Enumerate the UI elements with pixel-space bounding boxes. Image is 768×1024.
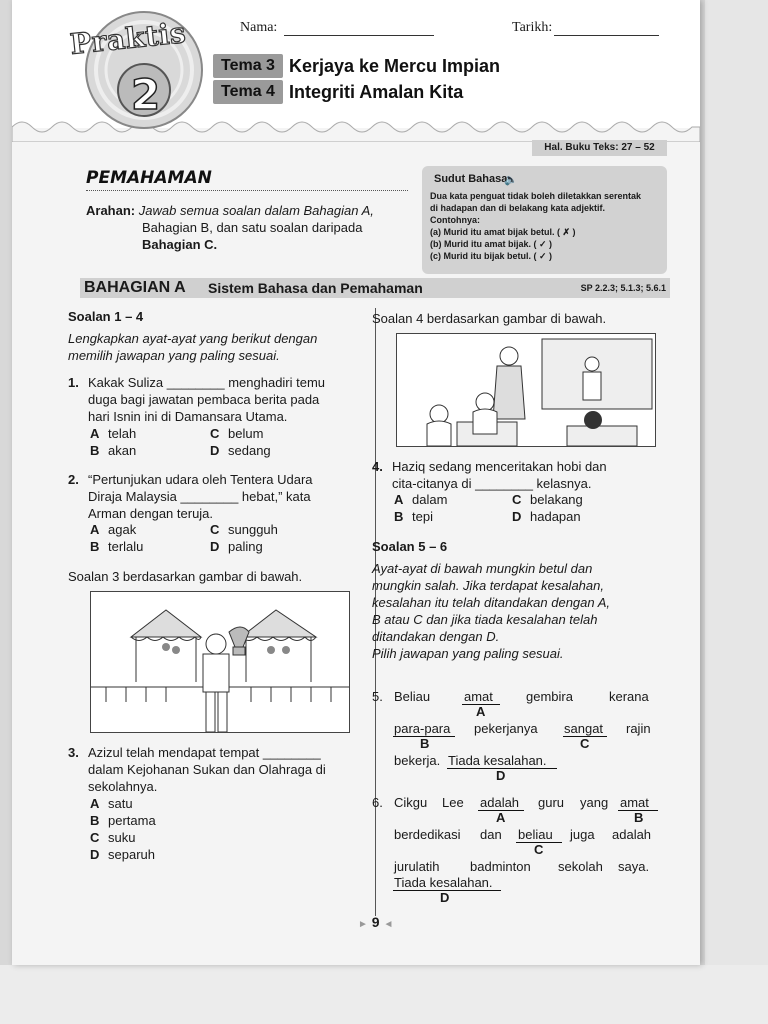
q2-option-a-text: agak <box>108 522 137 537</box>
q6-word-7: berdedikasi <box>394 827 461 842</box>
q5-word-6: pekerjanya <box>474 721 538 736</box>
q1-text <box>88 374 325 425</box>
q1-option-a-text: telah <box>108 426 137 441</box>
arahan-line-1: Jawab semua soalan dalam Bahagian A, <box>138 203 374 218</box>
q3-option-c[interactable]: C suku <box>90 830 136 845</box>
q4-line-2: cita-citanya di ________ kelasnya. <box>392 476 592 491</box>
q2-line-1: “Pertunjukan udara oleh Tentera Udara <box>88 472 313 487</box>
arahan-line-3: Bahagian C. <box>142 237 218 252</box>
tarikh-label: Tarikh: <box>512 20 553 35</box>
arahan-line-2: Bahagian B, dan satu soalan daripada <box>142 220 363 235</box>
tema-3-title: Kerjaya ke Mercu Impian <box>288 55 501 76</box>
page-number <box>358 914 393 930</box>
section-title: PEMAHAMAN <box>86 168 212 188</box>
left-instr-1: Lengkapkan ayat-ayat yang berikut dengan <box>68 331 318 346</box>
q2-option-b[interactable]: B terlalu <box>90 539 144 554</box>
q1-option-c-text: belum <box>228 426 264 441</box>
q5-word-5: para-para <box>394 721 451 736</box>
q5-word-1: Beliau <box>394 689 431 704</box>
q3-number: 3. <box>68 745 79 760</box>
right-instr-6: Pilih jawapan yang paling sesuai. <box>372 646 564 661</box>
q4-option-a-text: dalam <box>412 492 448 507</box>
sudut-line-1: Dua kata penguat tidak boleh diletakkan serentak <box>430 191 642 201</box>
q6-word-12: jurulatih <box>394 859 440 874</box>
section-underline <box>86 190 408 191</box>
classroom-illustration <box>396 333 656 447</box>
soalan-1-4-heading: Soalan 1 – 4 <box>68 309 144 324</box>
q1-line-2: duga bagi jawatan pembaca berita pada <box>88 392 320 407</box>
q3-line-1: Azizul telah mendapat tempat ________ <box>88 745 321 760</box>
q6-word-1: Cikgu <box>394 795 428 810</box>
soalan-5-6-heading: Soalan 5 – 6 <box>372 539 448 554</box>
q5-word-8: rajin <box>626 721 651 736</box>
bahagian-a-banner <box>80 278 670 298</box>
q5-number: 5. <box>372 689 383 704</box>
q5-word-9: bekerja. <box>394 753 441 768</box>
q3-option-a[interactable]: A satu <box>90 796 133 811</box>
q3-option-d[interactable]: D separuh <box>90 847 155 862</box>
sudut-line-3: Contohnya: <box>430 215 480 225</box>
q4-option-d-text: hadapan <box>530 509 581 524</box>
tarikh-field[interactable] <box>554 35 659 36</box>
q5-label-b: B <box>420 736 430 751</box>
question-3 <box>68 744 363 804</box>
q1-option-d[interactable]: D sedang <box>210 443 271 458</box>
background-right <box>705 0 768 1024</box>
q4-option-c[interactable]: C belakang <box>512 492 583 507</box>
q4-option-a[interactable]: A dalam <box>394 492 448 507</box>
right-instr-1: Ayat-ayat di bawah mungkin betul dan <box>372 561 593 576</box>
arahan-label: Arahan: <box>86 203 136 218</box>
q6-label-c: C <box>534 842 544 857</box>
q3-option-d-text: separuh <box>108 847 155 862</box>
q5-label-c: C <box>580 736 590 751</box>
q4-text <box>392 458 607 492</box>
bahagian-label: BAHAGIAN A <box>84 279 186 296</box>
q4-option-c-text: belakang <box>530 492 583 507</box>
background-bottom <box>0 965 768 1024</box>
q1-line-3: hari Isnin ini di Damansara Utama. <box>88 409 288 424</box>
q6-label-a: A <box>496 810 506 825</box>
nama-field[interactable] <box>284 35 434 36</box>
q1-option-a[interactable]: A telah <box>90 426 137 441</box>
q3-text <box>88 744 326 795</box>
q5-label-d: D <box>496 768 506 783</box>
q5-word-4: kerana <box>609 689 649 704</box>
q6-word-3: adalah <box>480 795 520 810</box>
bahagian-title: Sistem Bahasa dan Pemahaman <box>208 280 423 296</box>
praktis-number: 2 <box>131 70 161 119</box>
praktis-label: Praktis <box>68 16 188 61</box>
page-arrow-right-icon: ◄ <box>383 919 394 930</box>
q2-option-c-text: sungguh <box>228 522 278 537</box>
q3-option-a-text: satu <box>108 796 133 811</box>
sudut-ex-b: (b) Murid itu amat bijak. ( ✓ ) <box>430 239 553 249</box>
soalan-3-text: Soalan 3 berdasarkan gambar di bawah. <box>68 569 303 584</box>
right-instr-5: ditandakan dengan D. <box>372 629 500 644</box>
q4-option-b-text: tepi <box>412 509 433 524</box>
q3-option-c-text: suku <box>108 830 136 845</box>
page-arrow-left-icon: ► <box>358 919 368 930</box>
q3-option-b[interactable]: B pertama <box>90 813 156 828</box>
sudut-ex-a: (a) Murid itu amat bijak betul. ( ✗ ) <box>430 227 576 237</box>
q6-label-d: D <box>440 890 450 905</box>
q6-word-6: amat <box>620 795 649 810</box>
q6-word-8: dan <box>480 827 502 842</box>
sudut-ex-c: (c) Murid itu bijak betul. ( ✓ ) <box>430 251 553 261</box>
q3-line-3: sekolahnya. <box>88 779 158 794</box>
q5-word-7: sangat <box>564 721 604 736</box>
hal-buku-teks: Hal. Buku Teks: 27 – 52 <box>532 140 667 156</box>
q6-word-13: badminton <box>470 859 531 874</box>
q6-word-4: guru <box>538 795 565 810</box>
left-instr-2: memilih jawapan yang paling sesuai. <box>68 348 280 363</box>
q6-word-16: Tiada kesalahan. <box>394 875 493 890</box>
right-instructions <box>372 560 666 662</box>
right-instr-3: kesalahan itu telah ditandakan dengan A, <box>372 595 611 610</box>
q2-option-d[interactable]: D paling <box>210 539 263 554</box>
q5-label-a: A <box>476 704 486 719</box>
q4-option-b[interactable]: B tepi <box>394 509 433 524</box>
sudut-bahasa-box <box>422 166 667 274</box>
left-instructions <box>68 330 358 364</box>
q6-word-14: sekolah <box>558 859 603 874</box>
tema-4 <box>213 80 463 104</box>
nama-label: Nama: <box>240 20 278 35</box>
right-instr-4: B atau C dan jika tiada kesalahan telah <box>372 612 598 627</box>
soalan-4-text: Soalan 4 berdasarkan gambar di bawah. <box>372 311 607 326</box>
q3-option-b-text: pertama <box>108 813 156 828</box>
q2-line-2: Diraja Malaysia ________ hebat,” kata <box>88 489 311 504</box>
tema-4-tag: Tema 4 <box>213 80 283 104</box>
q3-line-2: dalam Kejohanan Sukan dan Olahraga di <box>88 762 326 777</box>
q1-option-b[interactable]: B akan <box>90 443 137 458</box>
q6-word-2: Lee <box>442 795 464 810</box>
q6-label-b: B <box>634 810 644 825</box>
soalan-4-heading <box>372 310 606 327</box>
worksheet-page <box>12 0 700 965</box>
q4-option-d[interactable]: D hadapan <box>512 509 581 524</box>
page-number-text: 9 <box>371 914 380 930</box>
q2-option-a[interactable]: A agak <box>90 522 137 537</box>
sudut-line-2: di hadapan dan di belakang kata adjektif. <box>430 203 606 213</box>
q2-option-b-text: terlalu <box>108 539 144 554</box>
q1-option-d-text: sedang <box>228 443 271 458</box>
q2-text <box>88 471 313 522</box>
q6-word-5: yang <box>580 795 609 810</box>
sudut-bahasa-title: Sudut Bahasa <box>434 173 508 185</box>
q1-number: 1. <box>68 375 79 390</box>
speaker-icon: 🔈 <box>504 174 518 186</box>
q4-line-1: Haziq sedang menceritakan hobi dan <box>392 459 607 474</box>
q6-word-9: beliau <box>518 827 553 842</box>
tema-3-tag: Tema 3 <box>213 54 283 78</box>
q1-option-b-text: akan <box>108 443 137 458</box>
q5-word-3: gembira <box>526 689 573 704</box>
bahagian-sp: SP 2.2.3; 5.1.3; 5.6.1 <box>580 283 666 293</box>
q6-number: 6. <box>372 795 383 810</box>
sports-day-illustration <box>90 591 350 733</box>
q5-word-2: amat <box>464 689 493 704</box>
tema-4-title: Integriti Amalan Kita <box>288 81 464 102</box>
arahan <box>86 202 406 253</box>
q6-word-11: adalah <box>612 827 652 842</box>
tema-3 <box>213 54 500 78</box>
q2-line-3: Arman dengan teruja. <box>88 506 214 521</box>
q1-option-c[interactable]: C belum <box>210 426 264 441</box>
q2-option-d-text: paling <box>228 539 263 554</box>
q6-word-10: juga <box>570 827 595 842</box>
sudut-bahasa-body <box>430 190 662 262</box>
q1-line-1: Kakak Suliza ________ menghadiri temu <box>88 375 326 390</box>
q5-word-10: Tiada kesalahan. <box>448 753 547 768</box>
q4-number: 4. <box>372 459 383 474</box>
q2-option-c[interactable]: C sungguh <box>210 522 278 537</box>
q2-number: 2. <box>68 472 79 487</box>
q6-word-15: saya. <box>618 859 650 874</box>
right-instr-2: mungkin salah. Jika terdapat kesalahan, <box>372 578 604 593</box>
soalan-3-heading <box>68 568 302 585</box>
